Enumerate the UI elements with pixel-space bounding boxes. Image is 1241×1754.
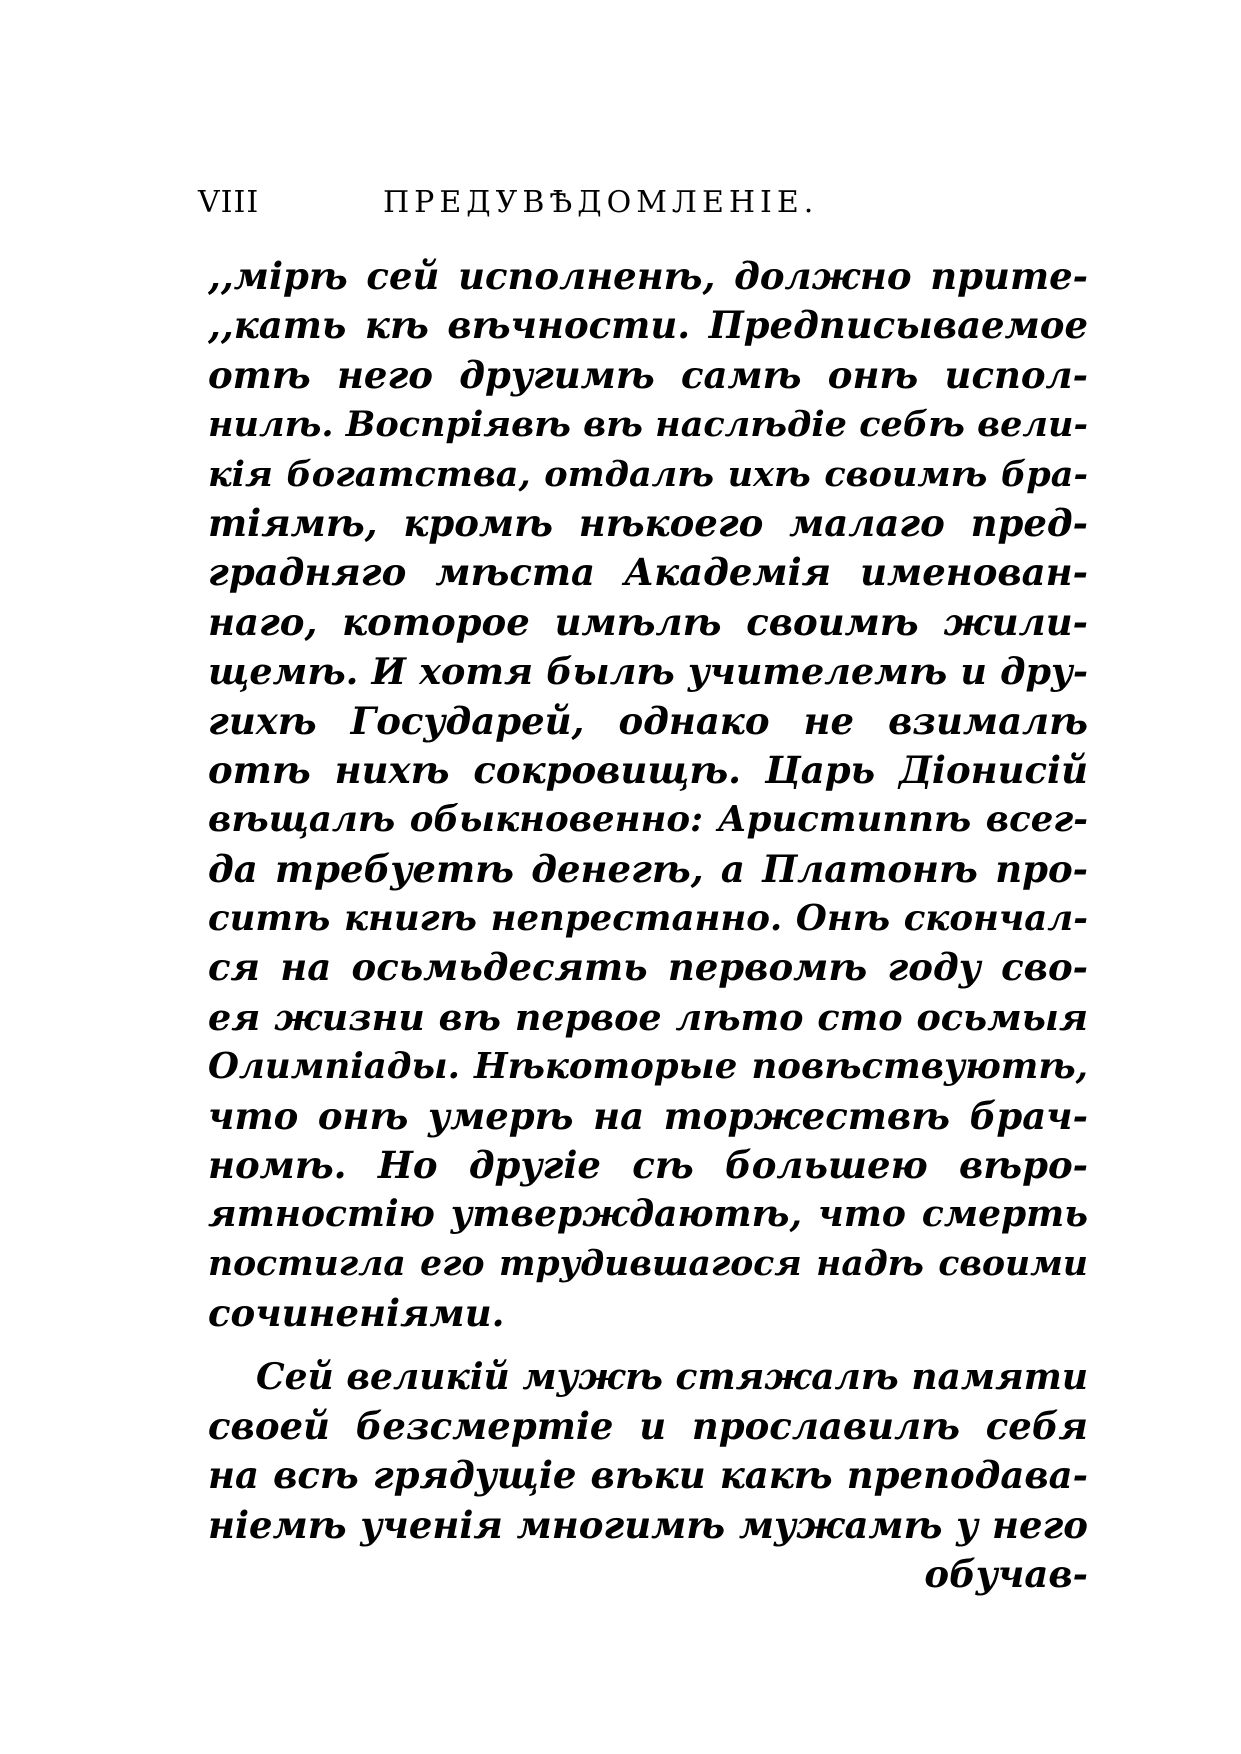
text-line: гихѣ Государей, однако не взималѣ — [208, 698, 1088, 743]
text-line: своей безсмертіе и прославилѣ себя — [208, 1403, 1088, 1448]
text-line: Олимпіады. Нѣкоторые повѣствуютѣ, — [208, 1046, 1088, 1088]
text-line: отѣ нихѣ сокровищѣ. Царь Діонисій — [208, 747, 1088, 792]
text-line: ,,кать кѣ вѣчности. Предписываемое — [208, 303, 1088, 348]
text-line: номѣ. Но другіе сѣ большею вѣро- — [208, 1143, 1088, 1188]
text-line: отѣ него другимѣ самѣ онѣ испол- — [208, 352, 1088, 397]
text-line: Сей великій мужѣ стяжалѣ памяти — [256, 1355, 1088, 1398]
text-line: кія богатства, отдалѣ ихѣ своимѣ бра- — [208, 453, 1088, 495]
text-line: наго, которое имѣлѣ своимѣ жили- — [208, 599, 1088, 644]
text-line: постигла его трудившагося надѣ своими — [208, 1243, 1088, 1284]
text-line: вѣщалѣ обыкновенно: Аристиппѣ всег- — [208, 799, 1088, 841]
text-line: нилѣ. Воспріявѣ вѣ наслѣдіе себѣ вели- — [208, 404, 1088, 446]
page-number: VIII — [198, 185, 260, 220]
running-title: ПРЕДУВѢДОМЛЕНІЕ. — [383, 185, 819, 220]
text-line: ніемѣ ученія многимѣ мужамѣ у него — [208, 1502, 1088, 1547]
text-line: ея жизни вѣ первое лѣто сто осьмыя — [208, 995, 1088, 1039]
paragraph-gap — [208, 1339, 1088, 1353]
paragraph-2 — [208, 1353, 1088, 1551]
text-line: на всѣ грядущіе вѣки какѣ преподава- — [208, 1453, 1088, 1498]
text-line: ся на осьмьдесять первомѣ году сво- — [208, 945, 1088, 990]
text-line: щемѣ. И хотя былѣ учителемѣ и дру- — [208, 650, 1088, 694]
text-line: ятностію утверждаютѣ, что смерть — [208, 1193, 1088, 1236]
text-line: тіямѣ, кромѣ нѣкоего малаго пред- — [208, 500, 1088, 545]
text-line: сочиненіями. — [208, 1291, 505, 1336]
text-line: да требуетѣ денегѣ, а Платонѣ про- — [208, 846, 1088, 891]
text-line: градняго мѣста Академія именован- — [208, 550, 1088, 595]
paragraph-1 — [208, 252, 1088, 1339]
body-text — [208, 252, 1088, 1600]
text-line: ситѣ книгѣ непрестанно. Онѣ скончал- — [208, 898, 1088, 940]
text-line: ,,мірѣ сей исполненѣ, должно прите- — [208, 254, 1088, 298]
catchword: обучав- — [924, 1552, 1088, 1597]
text-line: что онѣ умерѣ на торжествѣ брач- — [208, 1093, 1088, 1138]
running-head — [198, 185, 1098, 225]
